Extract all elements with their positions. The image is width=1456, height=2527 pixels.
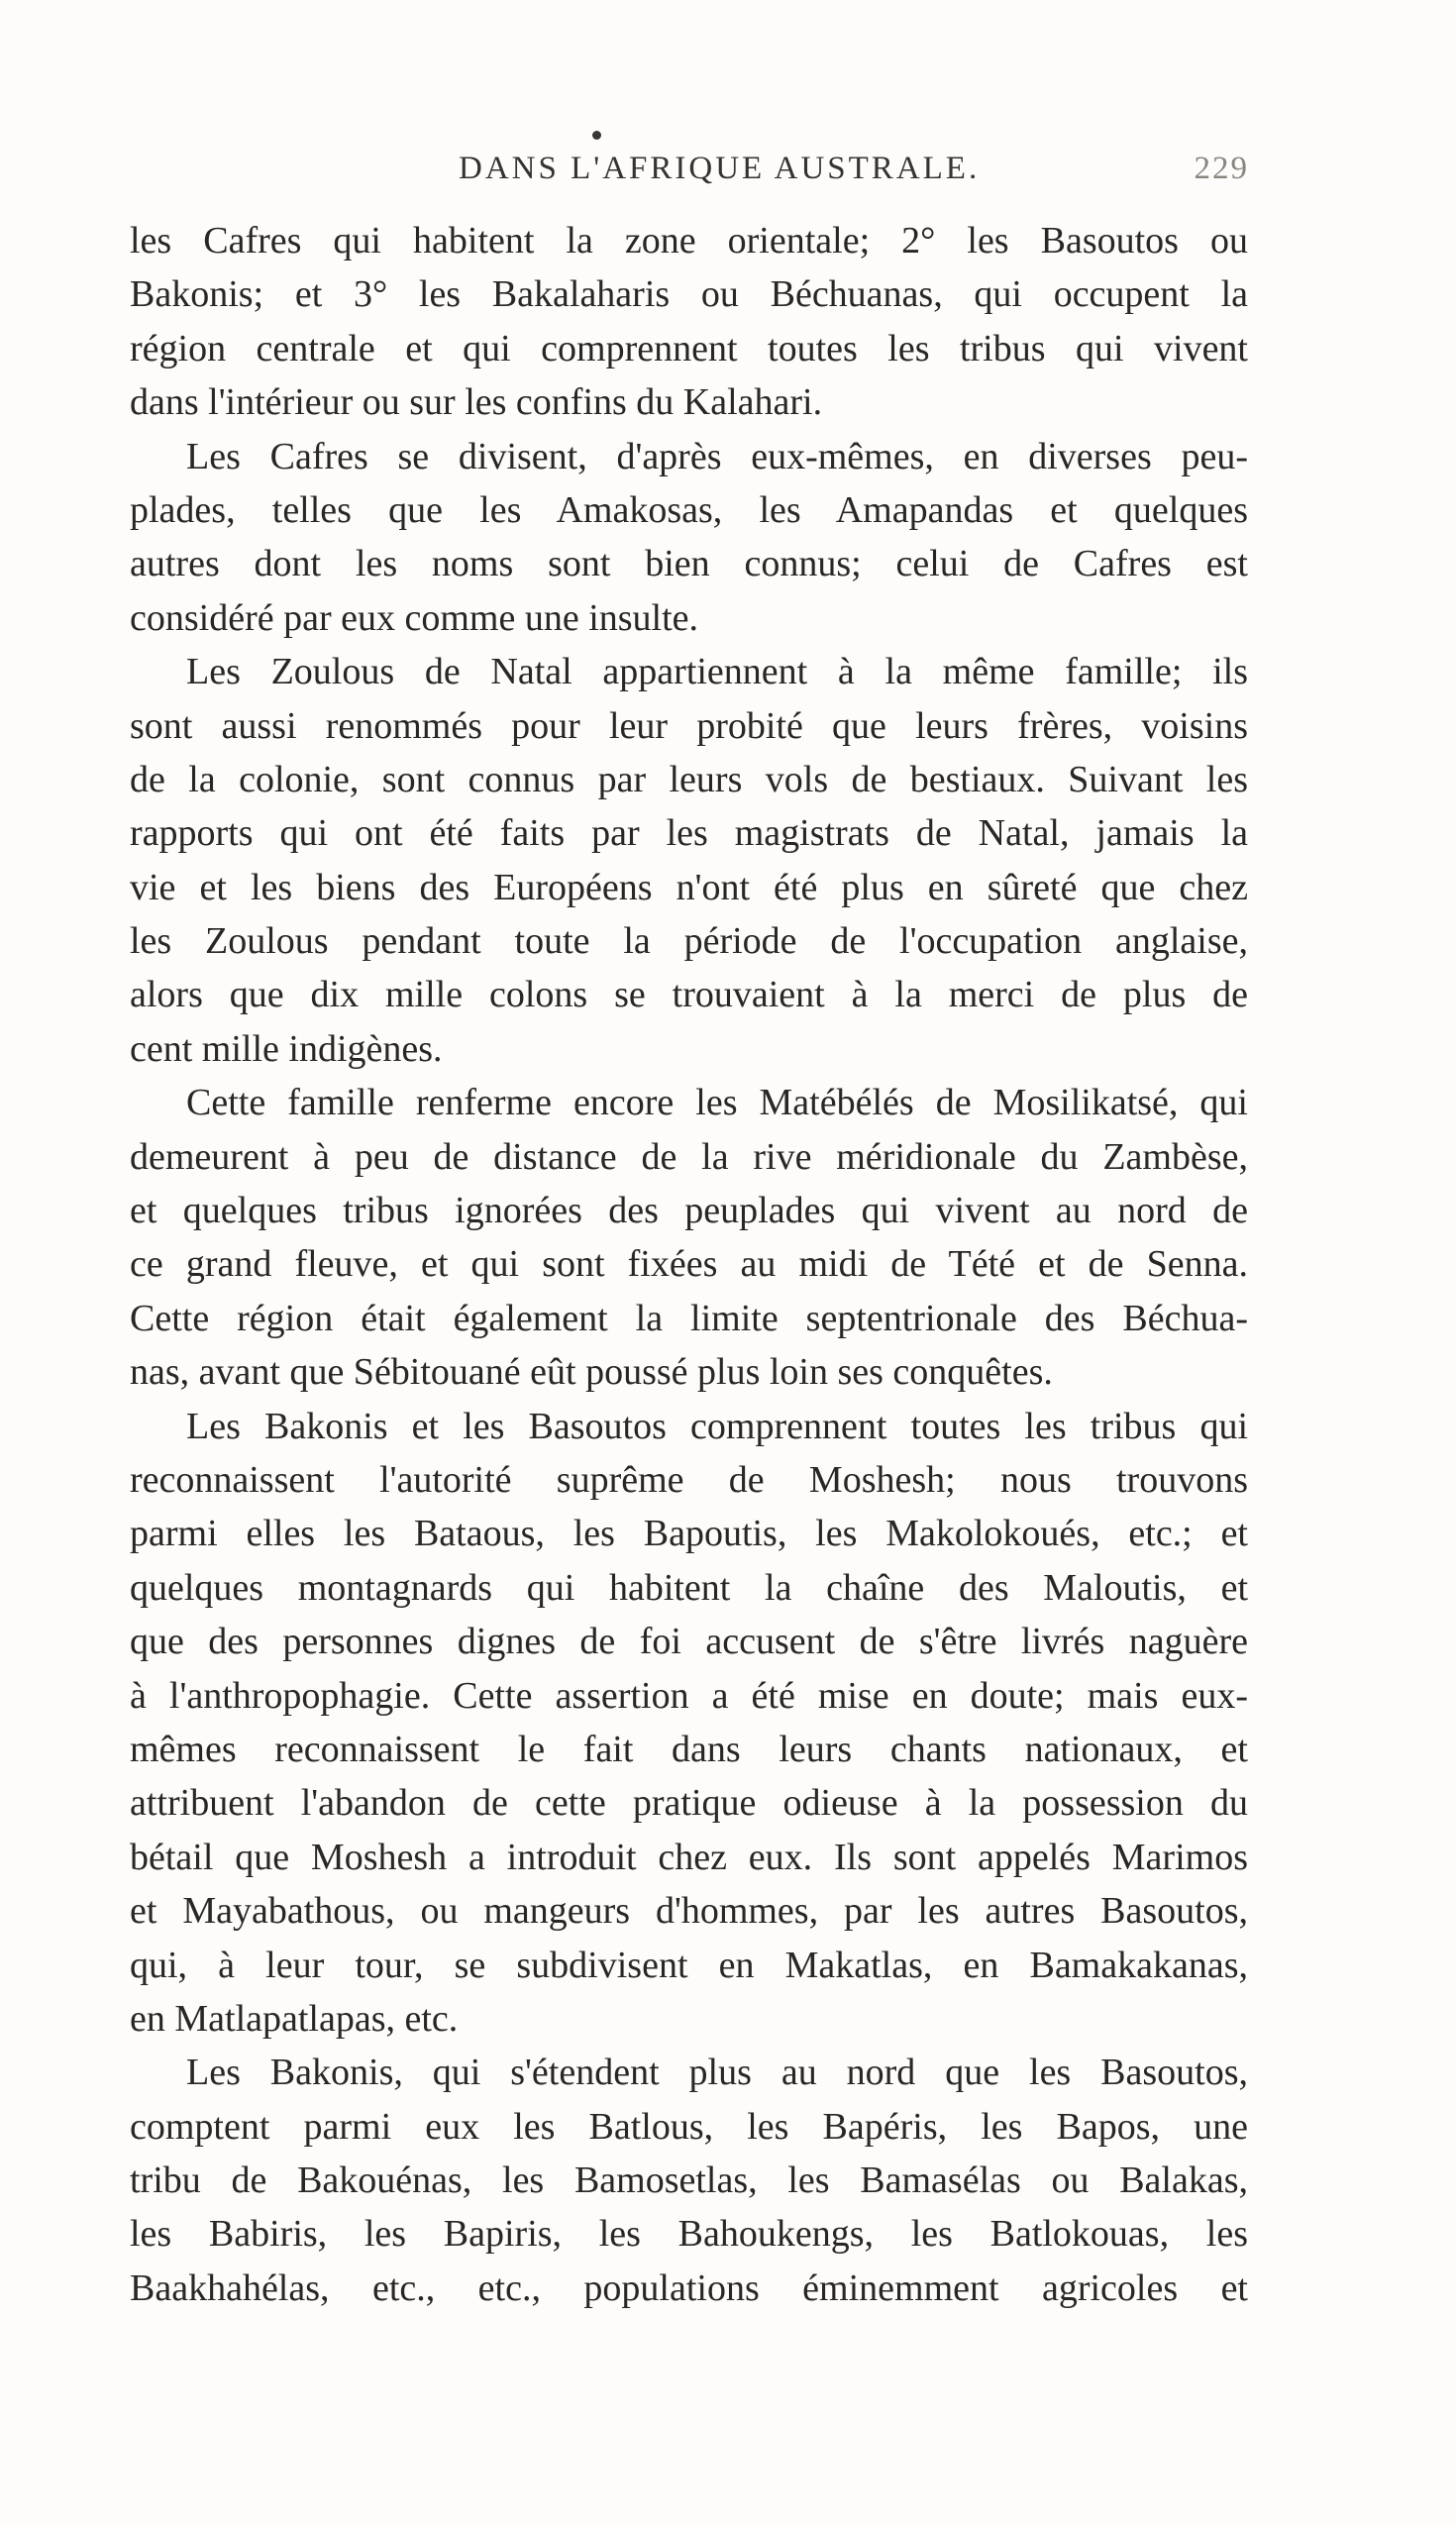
text-line: considéré par eux comme une insulte. — [130, 596, 699, 639]
text-line: cent mille indigènes. — [130, 1027, 443, 1070]
text-line: Les Cafres se divisent, d'après eux-mêmes, en diverses peu- — [186, 435, 1248, 477]
text-line: dans l'intérieur ou sur les confins du Kalahari. — [130, 381, 823, 424]
text-line: qui, à leur tour, se subdivisent en Makatlas, en Bamakakanas, — [130, 1944, 1248, 1986]
text-line: Cette région était également la limite septentrionale des Béchua- — [130, 1297, 1248, 1339]
text-line: reconnaissent l'autorité suprême de Moshesh; nous trouvons — [130, 1458, 1248, 1501]
text-line: région centrale et qui comprennent toutes les tribus qui vivent — [130, 327, 1248, 369]
running-title: DANS L'AFRIQUE AUSTRALE. — [459, 151, 981, 186]
text-line: en Matlapatlapas, etc. — [130, 1997, 459, 2040]
text-line: Cette famille renferme encore les Matébélés de Mosilikatsé, qui — [186, 1082, 1248, 1124]
text-line: et Mayabathous, ou mangeurs d'hommes, par les autres Basoutos, — [130, 1890, 1248, 1933]
text-line: autres dont les noms sont bien connus; celui de Cafres est — [130, 543, 1248, 585]
text-line: plades, telles que les Amakosas, les Amapandas et quelques — [130, 488, 1248, 531]
running-header — [130, 139, 1249, 198]
text-line: que des personnes dignes de foi accusent de s'être livrés naguère — [130, 1621, 1248, 1663]
text-line: comptent parmi eux les Batlous, les Bapéris, les Bapos, une — [130, 2105, 1248, 2148]
text-line: ce grand fleuve, et qui sont fixées au midi de Tété et de Senna. — [130, 1243, 1248, 1286]
text-line: nas, avant que Sébitouané eût poussé plus loin ses conquêtes. — [130, 1351, 1053, 1394]
text-line: Bakonis; et 3° les Bakalaharis ou Béchuanas, qui occupent la — [130, 273, 1248, 316]
body-text — [130, 214, 1248, 2315]
text-line: et quelques tribus ignorées des peuplades qui vivent au nord de — [130, 1190, 1248, 1232]
text-line: Baakhahélas, etc., etc., populations éminemment agricoles et — [130, 2266, 1248, 2309]
text-line: mêmes reconnaissent le fait dans leurs chants nationaux, et — [130, 1728, 1248, 1770]
text-line: à l'anthropophagie. Cette assertion a été mise en doute; mais eux- — [130, 1674, 1248, 1717]
text-line: attribuent l'abandon de cette pratique odieuse à la possession du — [130, 1782, 1248, 1825]
text-line: parmi elles les Bataous, les Bapoutis, les Makolokoués, etc.; et — [130, 1513, 1248, 1555]
text-line: tribu de Bakouénas, les Bamosetlas, les Bamasélas ou Balakas, — [130, 2159, 1248, 2202]
text-line: quelques montagnards qui habitent la chaîne des Maloutis, et — [130, 1566, 1248, 1609]
text-line: les Cafres qui habitent la zone orientale; 2° les Basoutos ou — [130, 220, 1248, 262]
page-number: 229 — [1194, 151, 1249, 186]
text-line: Les Bakonis et les Basoutos comprennent toutes les tribus qui — [186, 1405, 1248, 1447]
text-line: vie et les biens des Européens n'ont été plus en sûreté que chez — [130, 866, 1248, 908]
text-line: alors que dix mille colons se trouvaient à la merci de plus de — [130, 974, 1248, 1016]
text-line: sont aussi renommés pour leur probité que leurs frères, voisins — [130, 704, 1248, 747]
text-line: Les Zoulous de Natal appartiennent à la même famille; ils — [186, 651, 1248, 693]
text-line: les Zoulous pendant toute la période de l'occupation anglaise, — [130, 920, 1248, 963]
text-line: rapports qui ont été faits par les magistrats de Natal, jamais la — [130, 812, 1248, 855]
text-line: de la colonie, sont connus par leurs vols de bestiaux. Suivant les — [130, 758, 1248, 800]
text-line: demeurent à peu de distance de la rive méridionale du Zambèse, — [130, 1135, 1248, 1178]
text-line: bétail que Moshesh a introduit chez eux. Ils sont appelés Marimos — [130, 1836, 1248, 1878]
text-line: les Babiris, les Bapiris, les Bahoukengs, les Batlokouas, les — [130, 2213, 1248, 2256]
text-line: Les Bakonis, qui s'étendent plus au nord que les Basoutos, — [186, 2052, 1248, 2094]
